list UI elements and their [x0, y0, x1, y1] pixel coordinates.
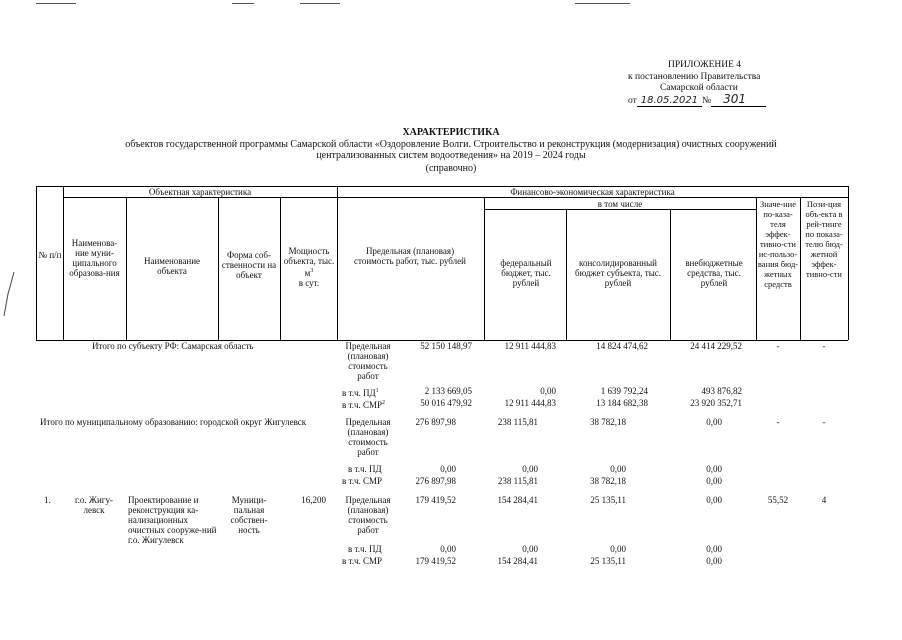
- col-line: [337, 186, 338, 340]
- handwritten-number: 301: [711, 92, 766, 107]
- appendix-line1: ПРИЛОЖЕНИЕ 4: [668, 60, 742, 70]
- handwritten-date: 18.05.2021: [637, 95, 702, 107]
- subject-pd: 2 133 669,05: [424, 386, 472, 396]
- subject-fed-total: 12 911 444,83: [504, 341, 556, 351]
- municipal-total: 276 897,98: [415, 417, 456, 427]
- municipal-pos: -: [822, 417, 826, 427]
- row1-ext-total: 0,00: [706, 495, 722, 505]
- municipal-total-kind: Предельная (плановая) стоимость работ: [345, 417, 391, 457]
- municipal-ext-total: 0,00: [706, 417, 722, 427]
- col-line: [848, 186, 849, 340]
- table-rule-including: [484, 209, 756, 210]
- header-position: Пози-ция объ-екта в рей-тинге по показа-телю бюд-жетной эффек-тивно-сти: [805, 199, 843, 279]
- row1-cons-pd: 0,00: [610, 544, 626, 554]
- subject-cons-smr: 13 184 682,38: [596, 398, 648, 408]
- municipal-fed-pd: 0,00: [522, 464, 538, 474]
- header-capacity-sup: 3: [310, 268, 314, 274]
- subject-smr-sup: 2: [382, 400, 386, 406]
- header-capacity: [282, 246, 336, 288]
- municipal-smr: 276 897,98: [415, 476, 456, 486]
- col-line: [218, 197, 219, 340]
- appendix-line3: Самарской области: [660, 83, 738, 93]
- subject-ext-pd: 493 876,82: [701, 386, 742, 396]
- header-capacity-text: Мощность объекта, тыс. м: [283, 246, 335, 278]
- header-finance-group: Финансово-экономическая характеристика: [510, 187, 675, 197]
- scan-mark: [36, 3, 76, 4]
- municipal-pd: 0,00: [440, 464, 456, 474]
- scan-stroke: [2, 270, 16, 320]
- municipal-fed-total: 238 115,81: [497, 417, 538, 427]
- subject-cons-pd: 1 639 792,24: [600, 386, 648, 396]
- municipal-pd-label: в т.ч. ПД: [348, 464, 382, 474]
- municipal-eff: -: [776, 417, 780, 427]
- row1-smr-label: в т.ч. СМР: [342, 556, 383, 566]
- subject-ext-smr: 23 920 352,71: [690, 398, 742, 408]
- number-sign: №: [702, 96, 712, 106]
- row1-capacity: 16,200: [301, 495, 326, 505]
- header-including: в том числе: [597, 199, 643, 209]
- col-line: [126, 197, 127, 340]
- appendix-line2: к постановлению Правительства: [628, 72, 761, 82]
- row1-ext-smr: 0,00: [706, 556, 722, 566]
- header-consolidated: консолидированный бюджет субъекта, тыс. рублей: [575, 258, 661, 288]
- col-line: [484, 197, 485, 340]
- header-object-group: Объектная характеристика: [148, 187, 252, 197]
- row1-kind: Предельная (плановая) стоимость работ: [345, 495, 391, 535]
- row1-fed-pd: 0,00: [522, 544, 538, 554]
- subject-total-kind: Предельная (плановая) стоимость работ: [345, 341, 391, 381]
- header-object-name: Наименование объекта: [143, 256, 201, 276]
- scan-mark: [232, 3, 254, 4]
- subject-ext-total: 24 414 229,52: [690, 341, 742, 351]
- scan-mark: [575, 3, 630, 4]
- table-rule-group: [63, 197, 848, 198]
- municipal-ext-pd: 0,00: [706, 464, 722, 474]
- header-cost-limit: Предельная (плановая) стоимость работ, тыс. рублей: [354, 246, 466, 266]
- header-federal: федеральный бюджет, тыс. рублей: [500, 258, 552, 288]
- row1-object: Проектирование и реконструкция ка-нализационных очистных сооруже-ний г.о. Жигулевск: [128, 495, 217, 545]
- subject-eff: -: [776, 341, 780, 351]
- doc-title: ХАРАКТЕРИСТИКА: [402, 127, 500, 138]
- row1-smr: 179 419,52: [415, 556, 456, 566]
- doc-subtitle-3: (справочно): [425, 163, 477, 174]
- row1-fed-total: 154 284,41: [497, 495, 538, 505]
- col-line: [36, 186, 37, 340]
- col-line: [566, 209, 567, 340]
- row1-total: 179 419,52: [415, 495, 456, 505]
- row1-cons-total: 25 135,11: [590, 495, 626, 505]
- row1-cons-smr: 25 135,11: [590, 556, 626, 566]
- subject-smr: 50 016 479,92: [420, 398, 472, 408]
- municipal-total-label: Итого по муниципальному образованию: городской округ Жигулевск: [40, 417, 307, 427]
- subject-pd-sup: 1: [375, 388, 379, 394]
- header-num: № п/п: [38, 250, 62, 260]
- row1-pd: 0,00: [440, 544, 456, 554]
- header-efficiency: Значе-ние по-каза-теля эффек-тивно-сти ис-пользо-вания бюд-жетных средств: [757, 199, 799, 289]
- row1-ext-pd: 0,00: [706, 544, 722, 554]
- subject-pd-label: [342, 386, 379, 398]
- subject-pos: -: [822, 341, 826, 351]
- row1-ownership: Муници-пальная собствен-ность: [230, 495, 268, 535]
- doc-subtitle-1: объектов государственной программы Самарской области «Оздоровление Волги. Строительство и реконструкция (модернизация) очистных сооружений: [125, 139, 777, 150]
- subject-total-label: Итого по субъекту РФ: Самарская область: [92, 341, 254, 351]
- col-line: [670, 209, 671, 340]
- subject-smr-label-text: в т.ч. СМР: [342, 400, 383, 410]
- row1-pos: 4: [821, 495, 827, 505]
- scan-mark: [300, 3, 340, 4]
- row1-municipality: г.о. Жигу-левск: [75, 495, 113, 515]
- row1-eff: 55,52: [767, 495, 789, 505]
- doc-subtitle-2: централизованных систем водоотведения» на 2019 – 2024 годы: [316, 150, 586, 161]
- header-municipality: Наименова-ние муни-ципального образова-ния: [69, 238, 120, 278]
- subject-cons-total: 14 824 474,62: [596, 341, 648, 351]
- appendix-line4: [628, 94, 766, 107]
- subject-fed-smr: 12 911 444,83: [504, 398, 556, 408]
- subject-smr-label: [342, 398, 385, 410]
- row1-fed-smr: 154 284,41: [497, 556, 538, 566]
- municipal-cons-smr: 38 782,18: [590, 476, 626, 486]
- subject-fed-pd: 0,00: [540, 386, 556, 396]
- header-extrabudget: внебюджетные средства, тыс. рублей: [685, 258, 743, 288]
- municipal-smr-label: в т.ч. СМР: [342, 476, 383, 486]
- header-capacity-unit: в сут.: [298, 278, 320, 288]
- subject-total: 52 150 148,97: [420, 341, 472, 351]
- municipal-cons-total: 38 782,18: [590, 417, 626, 427]
- subject-pd-label-text: в т.ч. ПД: [342, 388, 376, 398]
- col-line: [63, 186, 64, 340]
- header-ownership: Форма соб-ственности на объект: [221, 250, 277, 280]
- col-line: [280, 197, 281, 340]
- municipal-cons-pd: 0,00: [610, 464, 626, 474]
- appendix-from: от: [628, 96, 637, 106]
- row1-num: 1.: [44, 495, 51, 505]
- municipal-fed-smr: 238 115,81: [497, 476, 538, 486]
- row1-pd-label: в т.ч. ПД: [348, 544, 382, 554]
- municipal-ext-smr: 0,00: [706, 476, 722, 486]
